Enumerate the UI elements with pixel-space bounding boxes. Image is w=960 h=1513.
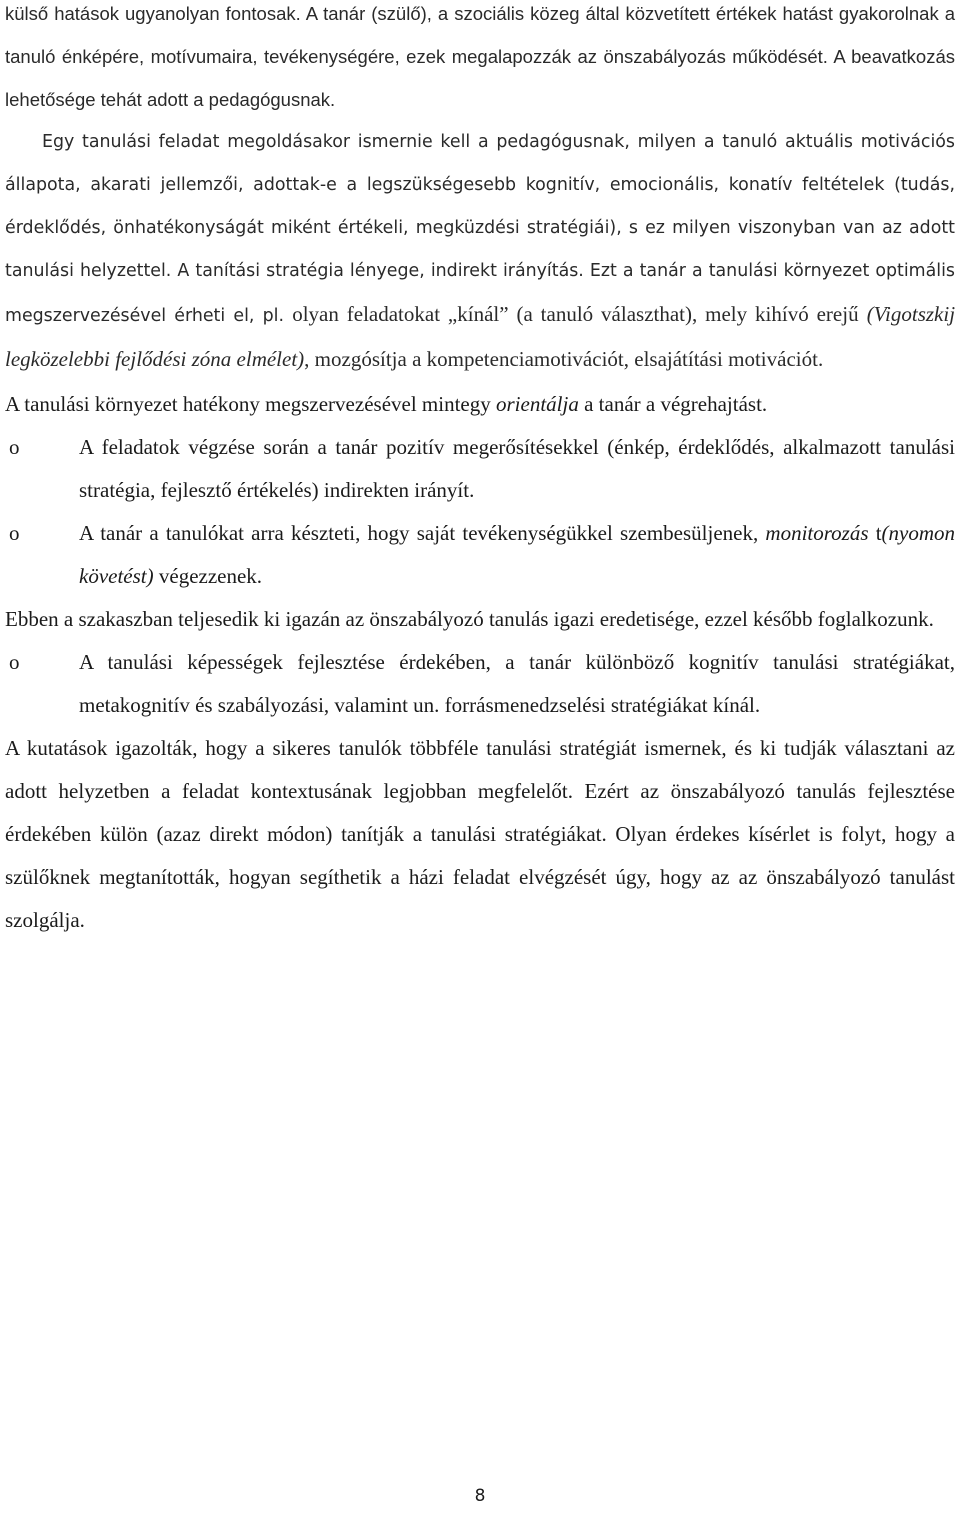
paragraph-orientation-before: A tanulási környezet hatékony megszervezésével mintegy <box>5 392 491 416</box>
paragraph-strategy-text-2: olyan feladatokat „kínál” (a tanuló választhat), mely kihívó erejű <box>292 302 859 326</box>
bullet-text-after: végezzenek. <box>158 564 263 588</box>
paragraph-strategy <box>5 121 955 383</box>
bullet-item <box>5 426 955 512</box>
paragraph-strategy-text-1: Egy tanulási feladat megoldásakor ismernie kell a pedagógusnak, milyen a tanuló aktuális motivációs állapota, akarati jellemzői, adottak-e a legszükségesebb kognitív, emocionális, konatív feltételek (tudás, érdeklődés, önhatékonyságát miként értékeli, megküzdési stratégiái), s ez milyen viszonyban van az adott tanulási helyzettel. A tanítási stratégia lényege, indirekt irányítás. Ezt a tanár a tanulási környezet optimális megszervezésével érheti el, pl. <box>5 132 955 326</box>
paragraph-strategy-italic: (Vigotszkij legközelebbi fejlődési zóna elmélet) <box>5 302 956 371</box>
bullet-italic-tracking: (nyomon követést) <box>79 521 956 588</box>
paragraph-intro <box>5 0 955 121</box>
paragraph-phase <box>5 598 955 641</box>
page-number: 8 <box>474 1486 486 1506</box>
bullet-item <box>5 512 955 598</box>
bullet-marker: o <box>9 650 20 674</box>
paragraph-phase-text: Ebben a szakaszban teljesedik ki igazán az önszabályozó tanulás igazi eredetisége, ezzel később foglalkozunk. <box>5 607 934 631</box>
paragraph-intro-text: külső hatások ugyanolyan fontosak. A tanár (szülő), a szociális közeg által közvetített értékek hatást gyakorolnak a tanuló énképére, motívumaira, tevékenységére, ezek megalapozzák az önszabályozás működését. A beavatkozás lehetősége tehát adott a pedagógusnak. <box>5 3 955 110</box>
bullet-item <box>5 641 955 727</box>
bullet-marker: o <box>9 521 20 545</box>
paragraph-orientation <box>5 383 955 426</box>
bullet-marker: o <box>9 435 20 459</box>
document-page <box>5 0 955 942</box>
paragraph-strategy-text-3: , mozgósítja a kompetenciamotivációt, elsajátítási motivációt. <box>304 347 824 371</box>
bullet-italic-monitoring: monitorozás <box>765 521 869 545</box>
paragraph-orientation-italic: orientálja <box>496 392 579 416</box>
bullet-text-before: A tanár a tanulókat arra készteti, hogy saját tevékenységükkel szembesüljenek, <box>79 521 759 545</box>
bullet-text: A feladatok végzése során a tanár pozitív megerősítésekkel (énkép, érdeklődés, alkalmazott tanulási stratégia, fejlesztő értékelés) indirekten irányít. <box>79 435 955 502</box>
paragraph-research <box>5 727 955 942</box>
bullet-text-mid: t <box>875 521 882 545</box>
bullet-text: A tanulási képességek fejlesztése érdekében, a tanár különböző kognitív tanulási stratégiákat, metakognitív és szabályozási, valamint un. forrásmenedzselési stratégiákat kínál. <box>79 650 955 717</box>
paragraph-orientation-after: a tanár a végrehajtást. <box>584 392 768 416</box>
paragraph-research-text: A kutatások igazolták, hogy a sikeres tanulók többféle tanulási stratégiát ismernek, és ki tudják választani az adott helyzetben a feladat kontextusának legjobban megfelelőt. Ezért az önszabályozó tanulás fejlesztése érdekében külön (azaz direkt módon) tanítják a tanulási stratégiákat. Olyan érdekes kísérlet is folyt, hogy a szülőknek megtanították, hogyan segíthetik a házi feladat elvégzését úgy, hogy az az önszabályozó tanulást szolgálja. <box>5 736 955 932</box>
